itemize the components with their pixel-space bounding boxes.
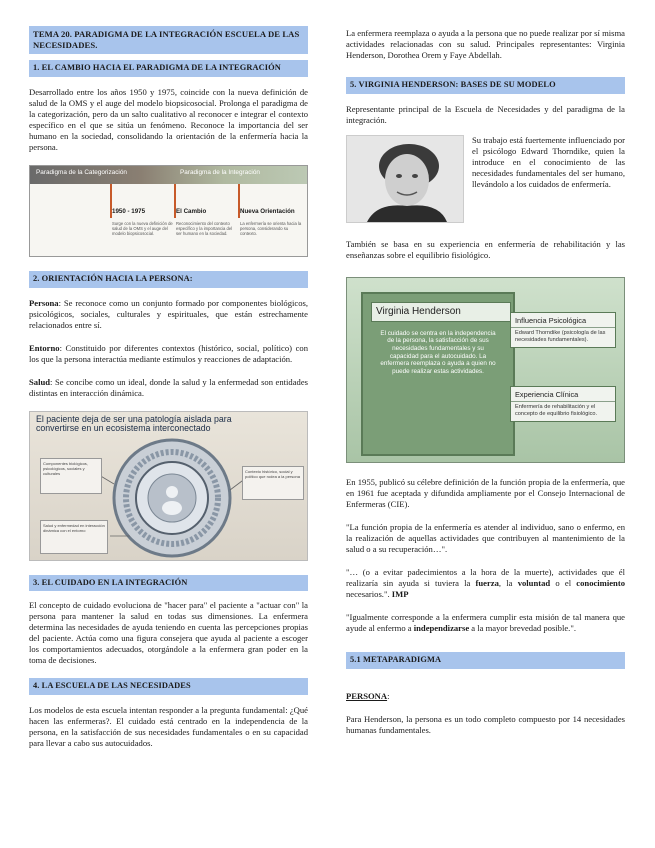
persona-heading: PERSONA [346,690,388,701]
left-column [29,26,308,749]
quote-2-bold-fuerza: fuerza [475,577,499,588]
quote-2-bold-voluntad: voluntad [517,577,551,588]
persona-term: Persona [29,297,59,308]
section-4-paragraph: Los modelos de esta escuela intentan responder a la pregunta fundamental: ¿Qué hacen las enfermeras?. El cuidado está centrado en la independencia de la persona, en la satisfacción de sus necesidades fundamentales o en su capacidad para llevar a cabo sus autocuidados. [29,705,308,748]
ecosystem-box-biological: Componentes biológicos, psicológicos, sociales y culturales [40,458,102,494]
quote-3-bold: independizarse [413,622,470,633]
section-1-heading: 1. EL CAMBIO HACIA EL PARADIGMA DE LA INTEGRACIÓN [29,60,308,77]
quote-2-text: necesarios.". [346,588,392,599]
timeline-figure [29,165,308,257]
ecosystem-figure [29,411,308,561]
persona-heading-line [346,691,625,702]
ecosystem-box-context: Contexto histórico, social y político que rodea a la persona [242,466,304,500]
section-4-heading: 4. LA ESCUELA DE LAS NECESIDADES [29,678,308,695]
section-5-1-heading: 5.1 METAPARADIGMA [346,652,625,669]
metaparadigm-persona-paragraph: Para Henderson, la persona es un todo completo compuesto por 14 necesidades humanas fundamentales. [346,713,625,735]
quote-2-text: , la [498,577,518,588]
portrait-image [347,136,463,222]
rehabilitation-paragraph: También se basa en su experiencia en enfermería de rehabilitación y las enseñanzas sobre el equilibrio fisiológico. [346,238,625,260]
salud-term: Salud [29,376,51,387]
section-5-heading: 5. VIRGINIA HENDERSON: BASES DE SU MODELO [346,77,625,94]
clinical-box-text: Enfermería de rehabilitación y el concepto de equilibrio fisiológico. [515,404,598,417]
entorno-text: : Constituido por diferentes contextos (histórico, social, político) con los que la persona interactúa mediante estímulos y reacciones de adaptación. [29,342,308,364]
henderson-intro-paragraph: Representante principal de la Escuela de Necesidades y del paradigma de la integración. [346,103,625,125]
quote-3-text: "Igualmente corresponde a la enfermera cumplir esta misión de tal manera que ayude al enfermo a [346,611,625,633]
henderson-panel [361,292,515,456]
definition-paragraph: En 1955, publicó su célebre definición de la función propia de la enfermería, que en 1961 fue aceptada y difundida ampliamente por el Consejo Internacional de Enfermeras (CIE). [346,476,625,509]
quote-2-text: "… (o a evitar padecimientos a la hora de la muerte), actividades que él realizaría sin ayuda si tuviera la [346,566,625,588]
timeline-item-text: Surge con la nueva definición de salud de la OMS y el auge del modelo biopsicosocial. [112,220,173,237]
section-1-paragraph: Desarrollado entre los años 1950 y 1975, coincide con la nueva definición de salud de la OMS y el auge del modelo biopsicosocial. Prolonga el paradigma de la categorización, pero da un salto cualitativo al reconocer e integrar el contexto específico en el que se sitúa un fenómeno. Reconoce la importancia del ser humano en la sociedad, consolidando la orientación de la enfermería hacia la persona. [29,86,308,152]
intro-paragraph: La enfermera reemplaza o ayuda a la persona que no puede realizar por sí misma actividades relacionadas con su salud. Principales representantes: Virginia Henderson, Dorothea Orem y Faye Abdellah. [346,28,625,60]
quote-2-text: o el [550,577,577,588]
right-column [346,28,625,736]
section-3-heading: 3. EL CUIDADO EN LA INTEGRACIÓN [29,575,308,592]
henderson-panel-text: El cuidado se centra en la independencia de la persona, la satisfacción de sus necesidades fundamentales y su capacidad para el autocuidado. La enfermera reemplaza o ayuda a quien no puede realizar estas actividades. [380,329,496,376]
quote-3-text: a la mayor brevedad posible.". [469,622,576,633]
timeline-item-title: Nueva Orientación [240,207,295,215]
timeline-item-title: 1950 - 1975 [112,207,146,215]
henderson-portrait [346,135,464,223]
section-3-paragraph: El concepto de cuidado evoluciona de "hacer para" el paciente a "actuar con" la persona para mantener la salud en todas sus dimensiones. La enfermera determina las necesidades de ayuda teniendo en cuenta las percepciones propias del paciente. Actúa como una figura consejera que ayuda al paciente a escoger los comportamientos adecuados, otorgándole a la enfermera gran poder en la toma de decisiones. [29,600,308,666]
timeline-left-label: Paradigma de la Categorización [36,168,127,176]
entorno-paragraph [29,343,308,365]
clinical-box-title: Experiencia Clínica [511,387,615,402]
ecosystem-figure-title: El paciente deja de ser una patología aislada para convertirse en un ecosistema interconectado [36,413,232,433]
influence-box-title: Influencia Psicológica [511,313,615,328]
entorno-term: Entorno [29,342,60,353]
henderson-figure [346,277,625,463]
quote-2 [346,567,625,600]
persona-paragraph [29,298,308,331]
henderson-name-tag: Virginia Henderson [371,302,511,322]
imp-marker: IMP [391,588,409,599]
quote-3 [346,612,625,634]
thorndike-paragraph: Su trabajo está fuertemente influenciado por el psicólogo Edward Thorndike, quien la introduce en el conocimiento de las necesidades fundamentales del ser humano, llevándolo a los cuidados de enfermería. [472,134,625,189]
salud-text: : Se concibe como un ideal, donde la salud y la enfermedad son entidades distintas en interacción dinámica. [29,376,308,398]
section-2-heading: 2. ORIENTACIÓN HACIA LA PERSONA: [29,271,308,288]
persona-text: : Se reconoce como un conjunto formado por componentes biológicos, psicológicos, sociales, culturales y espirituales, que están estrechamente relacionados entre sí. [29,297,308,330]
timeline-right-label: Paradigma de la Integración [180,168,260,176]
timeline-item-text: Reconocimiento del contexto específico y la importancia del ser humano en la sociedad. [176,220,233,237]
influence-box-text: Edward Thorndike (psicología de las necesidades fundamentales). [515,330,606,343]
ecosystem-box-health: Salud y enfermedad en interacción dinámica con el entorno [40,520,108,554]
quote-2-bold-conocimiento: conocimiento [576,577,625,588]
clinical-box [510,386,616,422]
quote-1: "La función propia de la enfermería es atender al individuo, sano o enfermo, en la realización de aquellas actividades que contribuyen al mantenimiento de la salud o a su recuperación…". [346,521,625,554]
timeline-item-title: El Cambio [176,207,207,215]
influence-box [510,312,616,348]
timeline-item-text: La enfermería se orienta hacia la persona, considerando su contexto. [240,220,302,237]
topic-heading: TEMA 20. PARADIGMA DE LA INTEGRACIÓN ESCUELA DE LAS NECESIDADES. [29,26,308,54]
salud-paragraph [29,377,308,399]
portrait-row [346,135,625,231]
persona-heading-colon: : [387,690,390,701]
